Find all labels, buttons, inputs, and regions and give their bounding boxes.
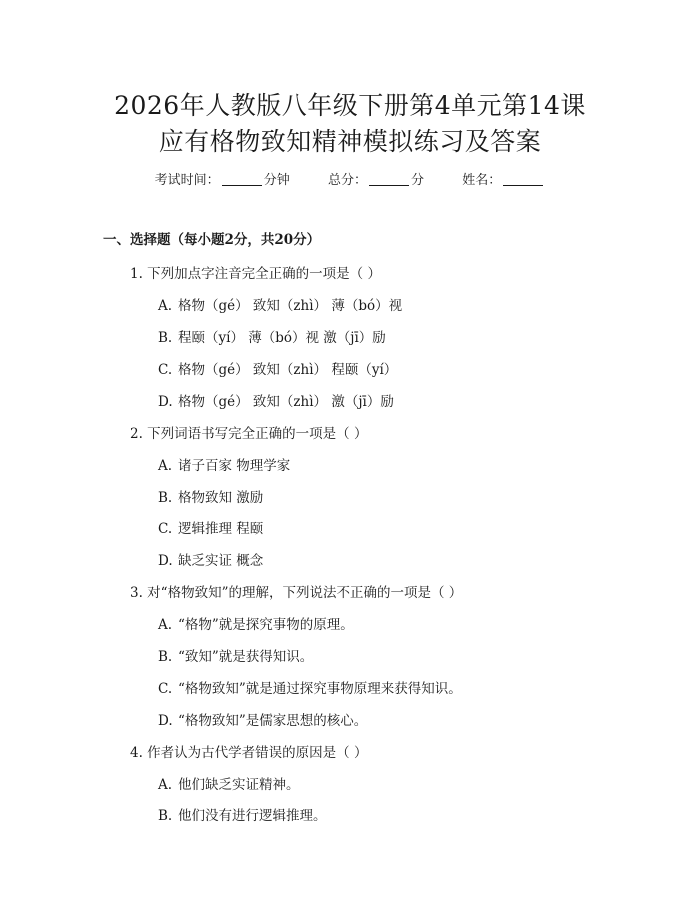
option-letter: B. [158,490,173,506]
option-text: 格物（gé） 致知（zhì） 激（jī）励 [178,394,394,410]
score-unit: 分 [411,173,425,188]
name-label: 姓名： [462,173,502,188]
option-item [158,454,290,474]
option-item [158,326,386,346]
doc-title-line-2: 应有格物致知精神模拟练习及答案 [158,127,542,156]
option-letter: C. [158,362,173,378]
option-letter: B. [158,330,173,346]
option-text: 格物致知 激励 [178,490,264,506]
option-letter: A. [158,298,173,314]
option-text: 程颐（yí） 薄（bó）视 激（jī）励 [178,330,386,346]
score-label: 总分： [327,173,367,188]
option-item [158,613,354,633]
option-text: “格物”就是探究事物的原理。 [178,617,354,633]
option-letter: D. [158,394,173,410]
time-blank [222,173,262,186]
section-heading: 一、选择题（每小题2分，共20分） [103,232,321,248]
option-text: “格物致知”是儒家思想的核心。 [178,713,368,729]
option-letter: D. [158,553,173,569]
option-item [158,773,300,793]
option-letter: C. [158,681,173,697]
question-stem: 4. 作者认为古代学者错误的原因是（ ） [130,745,368,761]
exam-info-row [0,169,700,188]
name-blank [503,173,543,186]
option-text: 他们没有进行逻辑推理。 [178,808,327,824]
time-unit: 分钟 [263,173,290,188]
option-text: 诸子百家 物理学家 [178,458,291,474]
option-letter: C. [158,521,173,537]
option-letter: A. [158,458,173,474]
option-letter: A. [158,777,173,793]
option-item [158,677,462,697]
option-text: “格物致知”就是通过探究事物原理来获得知识。 [178,681,462,697]
question-stem: 2. 下列词语书写完全正确的一项是（ ） [130,426,368,442]
option-letter: B. [158,808,173,824]
question-stem: 1. 下列加点字注音完全正确的一项是（ ） [130,266,381,282]
option-text: 格物（gé） 致知（zhì） 程颐（yí） [178,362,398,378]
option-item [158,294,402,314]
option-letter: B. [158,649,173,665]
option-text: 缺乏实证 概念 [178,553,264,569]
option-item [158,645,313,665]
option-item [158,549,263,569]
option-item [158,358,397,378]
option-item [158,390,394,410]
option-item [158,517,263,537]
option-text: 他们缺乏实证精神。 [178,777,300,793]
score-blank [369,173,409,186]
doc-title-line-1: 2026年人教版八年级下册第4单元第14课 [114,91,586,120]
option-text: 逻辑推理 程颐 [178,521,264,537]
option-item [158,804,327,824]
option-text: 格物（gé） 致知（zhì） 薄（bó）视 [178,298,403,314]
option-item [158,486,263,506]
question-stem: 3. 对“格物致知”的理解，下列说法不正确的一项是（ ） [130,585,463,601]
option-letter: D. [158,713,173,729]
option-letter: A. [158,617,173,633]
option-text: “致知”就是获得知识。 [178,649,314,665]
option-item [158,709,367,729]
time-label: 考试时间： [154,173,220,188]
